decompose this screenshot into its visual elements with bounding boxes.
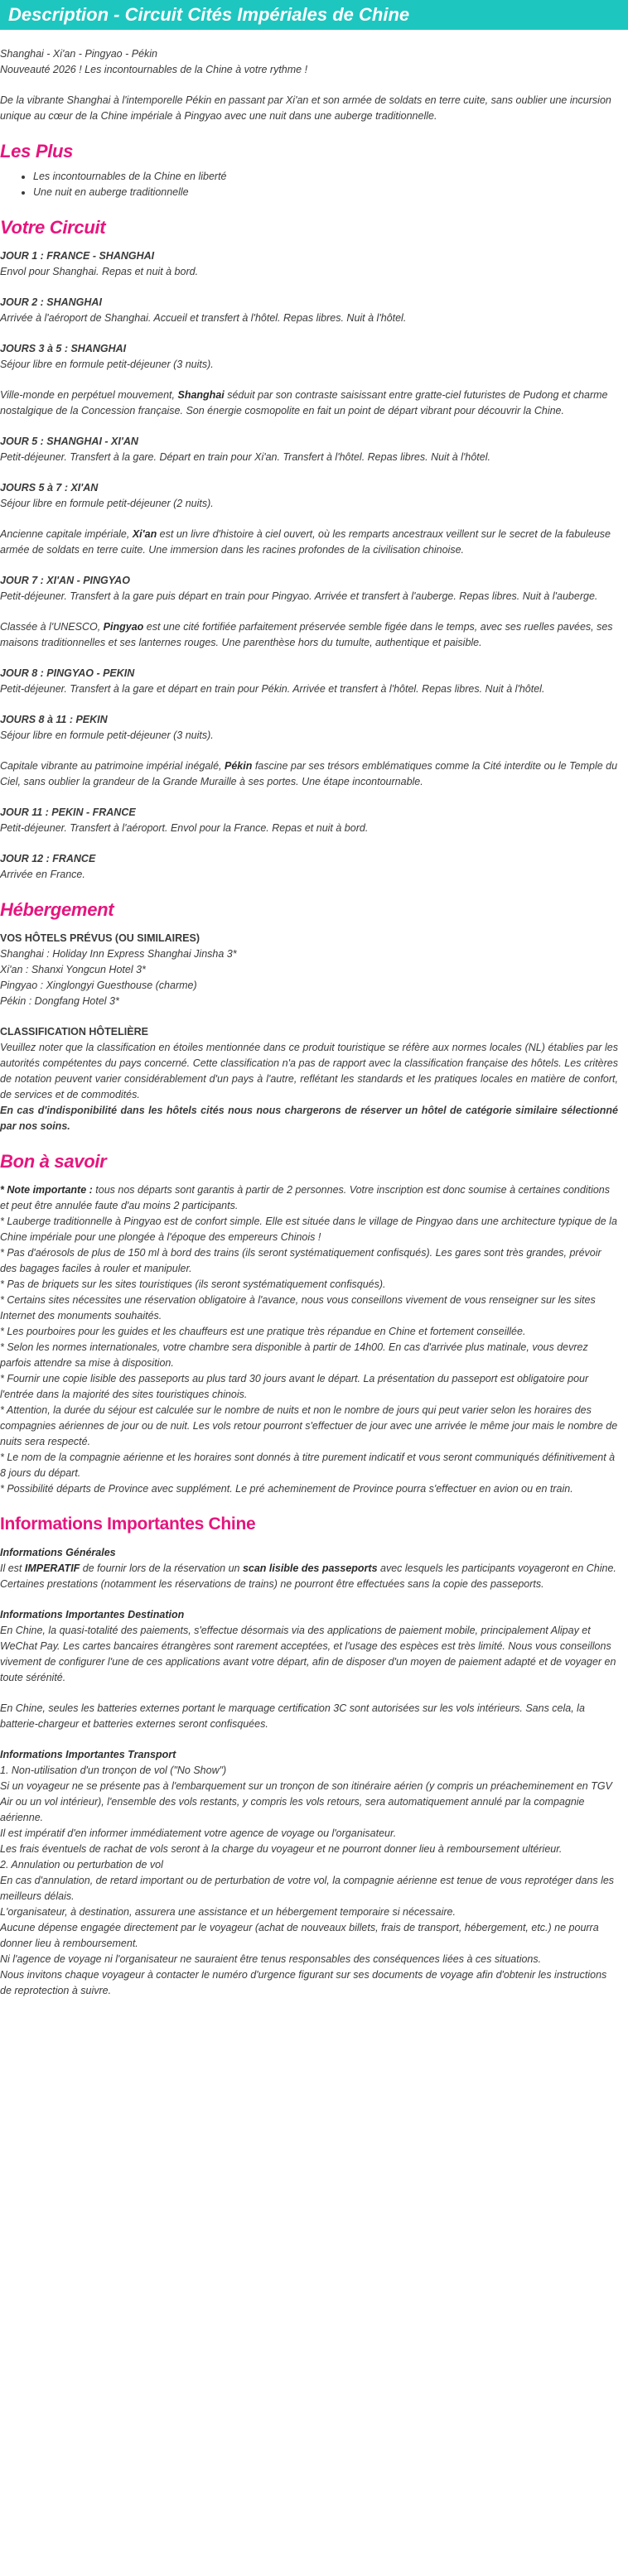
info-item: * Les pourboires pour les guides et les chauffeurs est une pratique très répandue en Chine et fortement conseillée.: [0, 1326, 526, 1337]
transport-line: L'organisateur, à destination, assurera une assistance et un hébergement temporaire si nécessaire.: [0, 1906, 456, 1918]
day-title: JOUR 1 : FRANCE - SHANGHAI: [0, 250, 155, 262]
circuit-heading: Votre Circuit: [0, 217, 106, 238]
les-plus-list: [0, 169, 618, 200]
day-title: JOURS 5 à 7 : XI'AN: [0, 482, 99, 494]
day-title: JOUR 8 : PINGYAO - PEKIN: [0, 667, 135, 679]
hotel-line: Pingyao : Xinglongyi Guesthouse (charme): [0, 980, 197, 991]
hotels-title: VOS HÔTELS PRÉVUS (OU SIMILAIRES): [0, 932, 200, 944]
day-text: Petit-déjeuner. Transfert à la gare. Départ en train pour Xi'an. Transfert à l'hôtel. Repas libres. Nuit à l'hôtel.: [0, 451, 490, 463]
day-block: [0, 248, 618, 280]
city-description: Capitale vibrante au patrimoine impérial inégalé, Pékin fascine par ses trésors emblématiques comme la Cité interdite ou le Temple du Ciel, sans oublier la grandeur de la Grande Muraille à ses portes. Une étape incontournable.: [0, 760, 618, 787]
day-text: Séjour libre en formule petit-déjeuner (3 nuits).: [0, 729, 214, 741]
list-item: • Les incontournables de la Chine en liberté: [33, 169, 618, 185]
bon-a-savoir-heading: Bon à savoir: [0, 1151, 107, 1172]
hotel-line: Shanghai : Holiday Inn Express Shanghai Jinsha 3*: [0, 948, 237, 960]
transport-line: Aucune dépense engagée directement par le voyageur (achat de nouveaux billets, frais de transport, hébergement, etc.) ne pourra donner lieu à remboursement.: [0, 1922, 599, 1949]
city-description: Classée à l'UNESCO, Pingyao est une cité fortifiée parfaitement préservée semble figée dans le temps, avec ses ruelles pavées, ses maisons traditionnelles et ses lanternes rouges. Une parenthèse hors du tumulte, authentique et paisible.: [0, 621, 613, 648]
day-block: [0, 851, 618, 883]
banner-title: Description - Circuit Cités Impériales de Chine: [8, 4, 410, 25]
classification-note: En cas d'indisponibilité dans les hôtels cités nous nous chargerons de réserver un hôtel de catégorie similaire sélectionné par nos soins.: [0, 1105, 618, 1132]
info-item: * Pas d'aérosols de plus de 150 ml à bord des trains (ils seront systématiquement confisqués). Les gares sont très grandes, prévoir des bagages faciles à rouler et manipuler.: [0, 1247, 601, 1274]
transport-line: Il est impératif d'en informer immédiatement votre agence de voyage ou l'organisateur.: [0, 1827, 397, 1839]
classification-title: CLASSIFICATION HÔTELIÈRE: [0, 1026, 148, 1038]
info-item: * Lauberge traditionnelle à Pingyao est de confort simple. Elle est située dans le village de Pingyao dans une architecture typique de la Chine impériale pour une plongée à l'époque des empereurs Chinois !: [0, 1216, 617, 1243]
transport-line: Nous invitons chaque voyageur à contacter le numéro d'urgence figurant sur ses documents de voyage afin d'obtenir les instructions de reprotection à suivre.: [0, 1969, 607, 1996]
intro-paragraph: De la vibrante Shanghai à l'intemporelle Pékin en passant par Xi'an et son armée de soldats en terre cuite, sans oublier une incursion unique au cœur de la Chine impériale à Pingyao avec une nuit dans une auberge traditionnelle.: [0, 94, 611, 122]
info-item: * Selon les normes internationales, votre chambre sera disponible à partir de 14h00. En cas d'arrivée plus matinale, vous devrez parfois attendre sa mise à disposition.: [0, 1341, 588, 1369]
day-block: [0, 712, 618, 744]
city-description: Ville-monde en perpétuel mouvement, Shanghai séduit par son contraste saisissant entre gratte-ciel futuristes de Pudong et charme nostalgique de la Concession française. Son énergie cosmopolite en fait un point de départ vibrant pour découvrir la Chine.: [0, 389, 608, 416]
day-text: Arrivée à l'aéroport de Shanghai. Accueil et transfert à l'hôtel. Repas libres. Nuit à l'hôtel.: [0, 312, 407, 324]
day-block: [0, 666, 618, 697]
list-item: • Une nuit en auberge traditionnelle: [33, 185, 618, 200]
info-item: * Possibilité départs de Province avec supplément. Le pré acheminement de Province pourra s'effectuer en avion ou en train.: [0, 1483, 573, 1495]
infos-chine-heading: Informations Importantes Chine: [0, 1514, 256, 1534]
intro-novelty: Nouveauté 2026 ! Les incontournables de la Chine à votre rythme !: [0, 64, 308, 75]
transport-line: Les frais éventuels de rachat de vols seront à la charge du voyageur et ne pourront donner lieu à remboursement ultérieur.: [0, 1843, 563, 1855]
city-description: Ancienne capitale impériale, Xi'an est un livre d'histoire à ciel ouvert, où les remparts ancestraux veillent sur le secret de la fabuleuse armée de soldats en terre cuite. Une immersion dans les racines profondes de la civilisation chinoise.: [0, 528, 611, 556]
content: [0, 46, 628, 1999]
day-title: JOUR 5 : SHANGHAI - XI'AN: [0, 436, 138, 447]
transport-line: Ni l'agence de voyage ni l'organisateur ne sauraient être tenus responsables des conséquences liées à ces situations.: [0, 1953, 542, 1965]
day-title: JOUR 2 : SHANGHAI: [0, 296, 102, 308]
info-item: * Pas de briquets sur les sites touristiques (ils seront systématiquement confisqués).: [0, 1278, 386, 1290]
transport-info-title: Informations Importantes Transport: [0, 1749, 176, 1760]
important-note: * Note importante : tous nos départs sont garantis à partir de 2 personnes. Votre inscription est donc soumise à certaines conditions et peut être annulée faute d'au moins 2 participants.: [0, 1184, 611, 1211]
description-banner: [0, 0, 628, 30]
day-text: Arrivée en France.: [0, 869, 85, 880]
day-text: Petit-déjeuner. Transfert à l'aéroport. Envol pour la France. Repas et nuit à bord.: [0, 822, 369, 834]
destination-info-text: En Chine, la quasi-totalité des paiements, s'effectue désormais via des applications de paiement mobile, principalement Alipay et WeChat Pay. Les cartes bancaires étrangères sont rarement acceptées, et l'usage des espèces est très limité. Nous vous conseillons vivement de configurer l'une de ces applications avant votre départ, afin de disposer d'un moyen de paiement adapté et de voyager en toute sérénité.: [0, 1625, 616, 1683]
day-title: JOUR 11 : PEKIN - FRANCE: [0, 807, 136, 818]
general-info-text: Il est IMPERATIF de fournir lors de la réservation un scan lisible des passeports avec lesquels les participants voyageront en Chine. Certaines prestations (notamment les réservations de trains) ne pourront être effectuées sans la copie des passeports.: [0, 1562, 616, 1590]
day-title: JOURS 8 à 11 : PEKIN: [0, 714, 108, 725]
classification-text: Veuillez noter que la classification en étoiles mentionnée dans ce produit touristique se réfère aux normes locales (NL) établies par les autorités compétentes du pays concerné. Cette classification n'a pas de rapport avec la classification française des hôtels. Les critères de notation peuvent varier considérablement d'un pays à l'autre, reflétant les standards et les pratiques locales en matière de confort, de services et de commodités.: [0, 1042, 618, 1100]
info-item: * Certains sites nécessites une réservation obligatoire à l'avance, nous vous conseillons vivement de vous renseigner sur les sites Internet des monuments souhaités.: [0, 1294, 596, 1322]
day-block: [0, 341, 618, 373]
intro-route: Shanghai - Xi'an - Pingyao - Pékin: [0, 48, 157, 60]
transport-line: 1. Non-utilisation d'un tronçon de vol ("No Show"): [0, 1765, 227, 1776]
day-text: Petit-déjeuner. Transfert à la gare puis départ en train pour Pingyao. Arrivée et transfert à l'auberge. Repas libres. Nuit à l'auberge.: [0, 590, 598, 602]
hebergement-heading: Hébergement: [0, 899, 114, 920]
day-block: [0, 295, 618, 326]
general-info-title: Informations Générales: [0, 1547, 116, 1558]
day-text: Petit-déjeuner. Transfert à la gare et départ en train pour Pékin. Arrivée et transfert à l'hôtel. Repas libres. Nuit à l'hôtel.: [0, 683, 545, 695]
day-block: [0, 480, 618, 512]
info-item: * Le nom de la compagnie aérienne et les horaires sont donnés à titre purement indicatif et vous seront communiqués définitivement à 8 jours du départ.: [0, 1452, 616, 1479]
info-item: * Fournir une copie lisible des passeports au plus tard 30 jours avant le départ. La présentation du passeport est obligatoire pour l'entrée dans la majorité des sites touristiques chinois.: [0, 1373, 589, 1400]
day-text: Séjour libre en formule petit-déjeuner (2 nuits).: [0, 498, 214, 509]
destination-info-text: En Chine, seules les batteries externes portant le marquage certification 3C sont autorisées sur les vols intérieurs. Sans cela, la batterie-chargeur et batteries externes seront confisquées.: [0, 1702, 585, 1730]
day-title: JOURS 3 à 5 : SHANGHAI: [0, 343, 127, 354]
day-block: [0, 434, 618, 465]
day-text: Envol pour Shanghai. Repas et nuit à bord.: [0, 266, 199, 277]
day-block: [0, 805, 618, 836]
day-block: [0, 573, 618, 604]
transport-line: 2. Annulation ou perturbation de vol: [0, 1859, 163, 1871]
hotel-line: Pékin : Dongfang Hotel 3*: [0, 995, 119, 1007]
transport-line: En cas d'annulation, de retard important ou de perturbation de votre vol, la compagnie aérienne est tenue de vous reprotéger dans les meilleurs délais.: [0, 1875, 615, 1902]
day-title: JOUR 12 : FRANCE: [0, 853, 96, 864]
destination-info-title: Informations Importantes Destination: [0, 1609, 185, 1620]
day-title: JOUR 7 : XI'AN - PINGYAO: [0, 575, 130, 586]
hotel-line: Xi'an : Shanxi Yongcun Hotel 3*: [0, 964, 146, 975]
day-text: Séjour libre en formule petit-déjeuner (3 nuits).: [0, 359, 214, 370]
les-plus-heading: Les Plus: [0, 141, 74, 161]
info-item: * Attention, la durée du séjour est calculée sur le nombre de nuits et non le nombre de jours qui peut varier selon les horaires des compagnies aériennes de jour ou de nuit. Les vols retour pourront s'effectuer de jour avec une arrivée le même jour mais le nombre de nuits sera respecté.: [0, 1404, 618, 1447]
transport-line: Si un voyageur ne se présente pas à l'embarquement sur un tronçon de son itinéraire aérien (y compris un préacheminement en TGV Air ou un vol intérieur), l'ensemble des vols restants, y compris les vols retours, sera automatiquement annulé par la compagnie aérienne.: [0, 1780, 612, 1823]
